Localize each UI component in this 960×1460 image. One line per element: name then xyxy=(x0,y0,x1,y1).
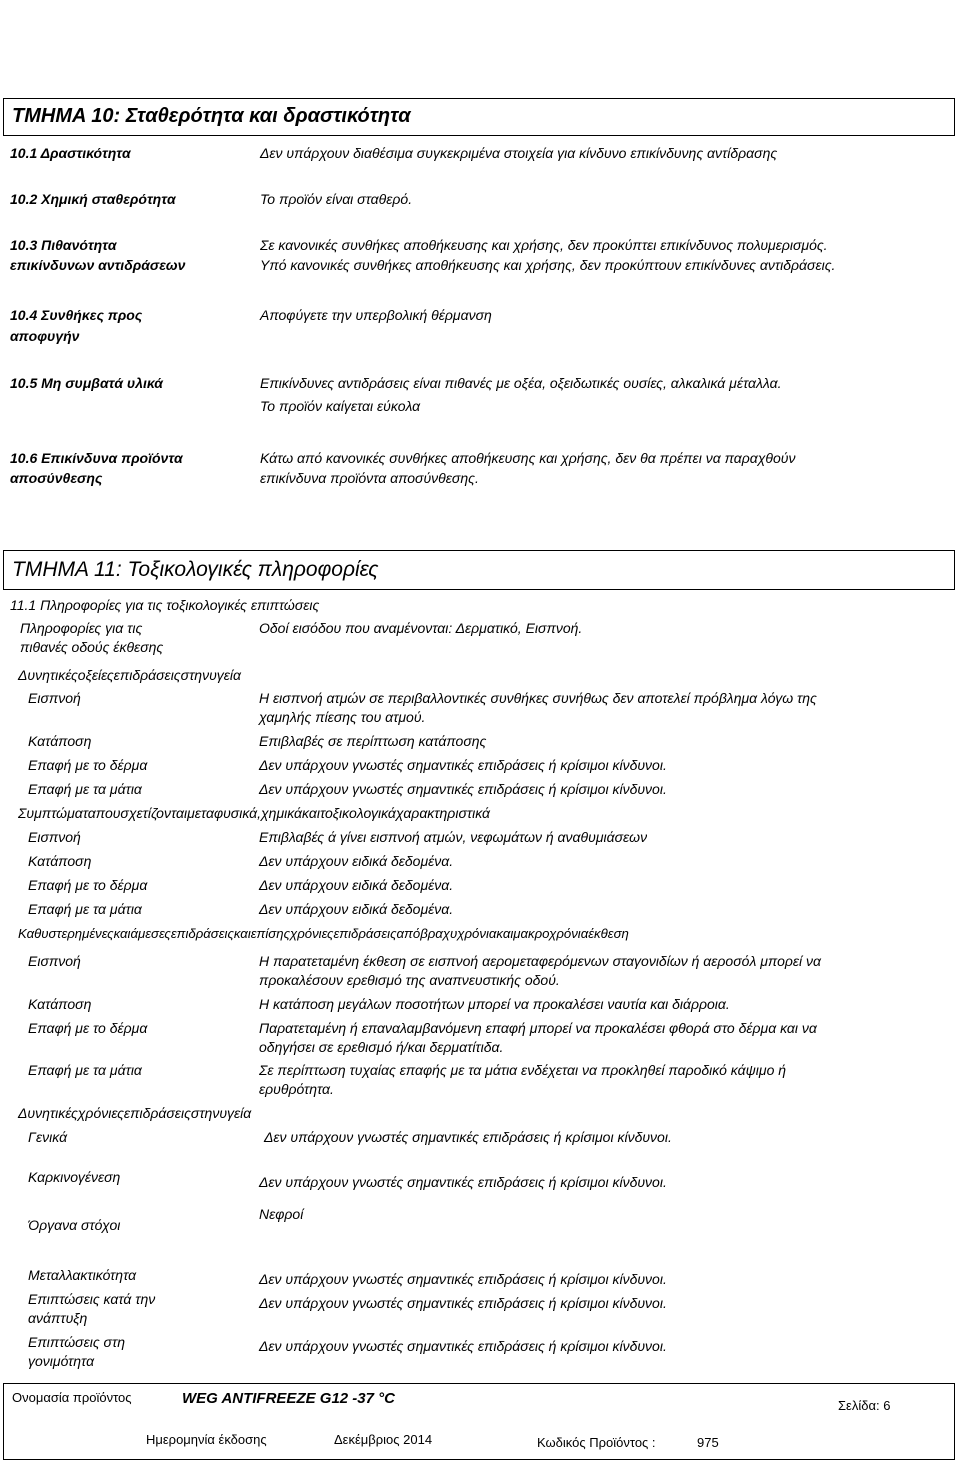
acute-skin-label: Επαφή με το δέρμα xyxy=(28,757,148,773)
delayed-skin-value-line2: οδηγήσει σε ερεθισμό ή/και δερματίτιδα. xyxy=(259,1039,504,1055)
row-10-6-label: 10.6 Επικίνδυνα προϊόντα xyxy=(10,450,183,466)
symptoms-heading: Συμπτώματαπουσχετίζονταιμεταφυσικά,χημικάκαιτοξικολογικάχαρακτηριστικά xyxy=(18,805,491,821)
row-10-4-label-line2: αποφυγήν xyxy=(10,328,80,344)
regulation-header: Σύμφωνα με τον κανονισμό EC1907/2006 (REACH)-Ελλάδα xyxy=(271,0,689,17)
chronic-development-label-line2: ανάπτυξη xyxy=(28,1310,88,1326)
acute-ingestion-label: Κατάποση xyxy=(28,733,92,749)
row-10-4-label: 10.4 Συνθήκες προς xyxy=(10,307,143,323)
chronic-carcinogenicity-value: Δεν υπάρχουν γνωστές σημαντικές επιδράσεις ή κρίσιμοι κίνδυνοι. xyxy=(259,1174,667,1190)
chronic-general-value: Δεν υπάρχουν γνωστές σημαντικές επιδράσεις ή κρίσιμοι κίνδυνοι. xyxy=(264,1129,672,1145)
chronic-mutagenicity-value: Δεν υπάρχουν γνωστές σημαντικές επιδράσεις ή κρίσιμοι κίνδυνοι. xyxy=(259,1271,667,1287)
product-name-label: Ονομασία προϊόντος xyxy=(12,1390,132,1405)
row-10-3-label-line2: επικίνδυνων αντιδράσεων xyxy=(10,257,186,273)
row-10-6-value: Κάτω από κανονικές συνθήκες αποθήκευσης και χρήσης, δεν θα πρέπει να παραχθούν xyxy=(260,450,796,466)
delayed-ingestion-label: Κατάποση xyxy=(28,996,92,1012)
symptoms-eyes-label: Επαφή με τα μάτια xyxy=(28,901,142,917)
acute-inhalation-value: Η εισπνοή ατμών σε περιβαλλοντικές συνθήκες συνήθως δεν αποτελεί πρόβλημα λόγω της xyxy=(259,690,817,706)
delayed-eyes-label: Επαφή με τα μάτια xyxy=(28,1062,142,1078)
exposure-routes-value: Οδοί εισόδου που αναμένονται: Δερματικό, Εισπνοή. xyxy=(259,620,583,636)
symptoms-inhalation-label: Εισπνοή xyxy=(28,829,81,845)
delayed-ingestion-value: Η κατάποση μεγάλων ποσοτήτων μπορεί να προκαλέσει ναυτία και διάρροια. xyxy=(259,996,730,1012)
issue-date-label: Ημερομηνία έκδοσης xyxy=(146,1432,267,1447)
symptoms-inhalation-value: Επιβλαβές ά γίνει εισπνοή ατμών, νεφωμάτων ή αναθυμιάσεων xyxy=(259,829,648,845)
delayed-effects-heading: Καθυστερημένεςκαιάμεσεςεπιδράσειςκαιεπίσηςχρόνιεςεπιδράσειςαπόβραχυχρόνιακαιμακροχρόνιαέκθεση xyxy=(18,926,629,941)
chronic-effects-heading: Δυνητικέςχρόνιεςεπιδράσειςστηνυγεία xyxy=(18,1105,252,1121)
chronic-general-label: Γενικά xyxy=(28,1129,68,1145)
delayed-skin-label: Επαφή με το δέρμα xyxy=(28,1020,148,1036)
chronic-target-organs-value: Νεφροί xyxy=(259,1206,304,1222)
row-10-1-label: 10.1 Δραστικότητα xyxy=(10,145,131,161)
page-number: Σελίδα: 6 xyxy=(838,1398,891,1413)
chronic-mutagenicity-label: Μεταλλακτικότητα xyxy=(28,1267,137,1283)
delayed-inhalation-value-line2: προκαλέσουν ερεθισμό της αναπνευστικής οδού. xyxy=(259,972,560,988)
symptoms-ingestion-value: Δεν υπάρχουν ειδικά δεδομένα. xyxy=(259,853,454,869)
issue-date: Δεκέμβριος 2014 xyxy=(334,1432,433,1447)
symptoms-skin-label: Επαφή με το δέρμα xyxy=(28,877,148,893)
symptoms-eyes-value: Δεν υπάρχουν ειδικά δεδομένα. xyxy=(259,901,454,917)
chronic-fertility-label: Επιπτώσεις στη xyxy=(28,1334,126,1350)
chronic-target-organs-label: Όργανα στόχοι xyxy=(28,1217,121,1233)
product-code-label: Κωδικός Προϊόντος : xyxy=(537,1435,656,1450)
acute-eyes-label: Επαφή με τα μάτια xyxy=(28,781,142,797)
row-10-2-label: 10.2 Χημική σταθερότητα xyxy=(10,191,176,207)
product-code: 975 xyxy=(697,1435,719,1450)
exposure-routes-label: Πληροφορίες για τις xyxy=(20,620,143,636)
chronic-fertility-label-line2: γονιμότητα xyxy=(28,1353,95,1369)
row-10-5-value-line2: Το προϊόν καίγεται εύκολα xyxy=(260,398,421,414)
row-10-4-value: Αποφύγετε την υπερβολική θέρμανση xyxy=(260,307,492,323)
section-10-title: ΤΜΗΜΑ 10: Σταθερότητα και δραστικότητα xyxy=(12,105,411,127)
acute-inhalation-value-line2: χαμηλής πίεσης του ατμού. xyxy=(259,709,426,725)
section-10-heading-box xyxy=(3,98,955,136)
section-11-title: ΤΜΗΜΑ 11: Τοξικολογικές πληροφορίες xyxy=(12,558,379,581)
exposure-routes-label-line2: πιθανές οδούς έκθεσης xyxy=(20,639,164,655)
section-11-heading-box xyxy=(3,550,955,590)
acute-eyes-value: Δεν υπάρχουν γνωστές σημαντικές επιδράσεις ή κρίσιμοι κίνδυνοι. xyxy=(259,781,667,797)
row-10-3-value: Σε κανονικές συνθήκες αποθήκευσης και χρήσης, δεν προκύπτει επικίνδυνος πολυμερισμός. xyxy=(260,237,828,253)
section-11-1-subtitle: 11.1 Πληροφορίες για τις τοξικολογικές επιπτώσεις xyxy=(10,597,320,613)
delayed-skin-value: Παρατεταμένη ή επαναλαμβανόμενη επαφή μπορεί να προκαλέσει φθορά στο δέρμα και να xyxy=(259,1020,817,1036)
product-name: WEG ANTIFREEZE G12 -37 °C xyxy=(182,1390,395,1407)
delayed-eyes-value-line2: ερυθρότητα. xyxy=(259,1081,334,1097)
row-10-3-value-line2: Υπό κανονικές συνθήκες αποθήκευσης και χρήσης, δεν προκύπτουν επικίνδυνες αντιδράσεις. xyxy=(260,257,836,273)
symptoms-skin-value: Δεν υπάρχουν ειδικά δεδομένα. xyxy=(259,877,454,893)
acute-skin-value: Δεν υπάρχουν γνωστές σημαντικές επιδράσεις ή κρίσιμοι κίνδυνοι. xyxy=(259,757,667,773)
chronic-fertility-value: Δεν υπάρχουν γνωστές σημαντικές επιδράσεις ή κρίσιμοι κίνδυνοι. xyxy=(259,1338,667,1354)
acute-inhalation-label: Εισπνοή xyxy=(28,690,81,706)
chronic-development-label: Επιπτώσεις κατά την xyxy=(28,1291,156,1307)
delayed-eyes-value: Σε περίπτωση τυχαίας επαφής με τα μάτια ενδέχεται να προκληθεί παροδικό κάψιμο ή xyxy=(259,1062,787,1078)
row-10-5-label: 10.5 Μη συμβατά υλικά xyxy=(10,375,163,391)
row-10-3-label: 10.3 Πιθανότητα xyxy=(10,237,117,253)
chronic-carcinogenicity-label: Καρκινογένεση xyxy=(28,1169,121,1185)
footer-box xyxy=(3,1383,955,1460)
row-10-5-value: Επικίνδυνες αντιδράσεις είναι πιθανές με οξέα, οξειδωτικές ουσίες, αλκαλικά μέταλλα. xyxy=(260,375,782,391)
row-10-2-value: Το προϊόν είναι σταθερό. xyxy=(260,191,413,207)
delayed-inhalation-label: Εισπνοή xyxy=(28,953,81,969)
acute-ingestion-value: Επιβλαβές σε περίπτωση κατάποσης xyxy=(259,733,487,749)
symptoms-ingestion-label: Κατάποση xyxy=(28,853,92,869)
delayed-inhalation-value: Η παρατεταμένη έκθεση σε εισπνοή αερομεταφερόμενων σταγονιδίων ή αεροσόλ μπορεί να xyxy=(259,953,822,969)
row-10-1-value: Δεν υπάρχουν διαθέσιμα συγκεκριμένα στοιχεία για κίνδυνο επικίνδυνης αντίδρασης xyxy=(260,145,778,161)
row-10-6-label-line2: αποσύνθεσης xyxy=(10,470,103,486)
chronic-development-value: Δεν υπάρχουν γνωστές σημαντικές επιδράσεις ή κρίσιμοι κίνδυνοι. xyxy=(259,1295,667,1311)
row-10-6-value-line2: επικίνδυνα προϊόντα αποσύνθεσης. xyxy=(260,470,479,486)
acute-effects-heading: Δυνητικέςοξείεςεπιδράσειςστηνυγεία xyxy=(18,667,242,683)
